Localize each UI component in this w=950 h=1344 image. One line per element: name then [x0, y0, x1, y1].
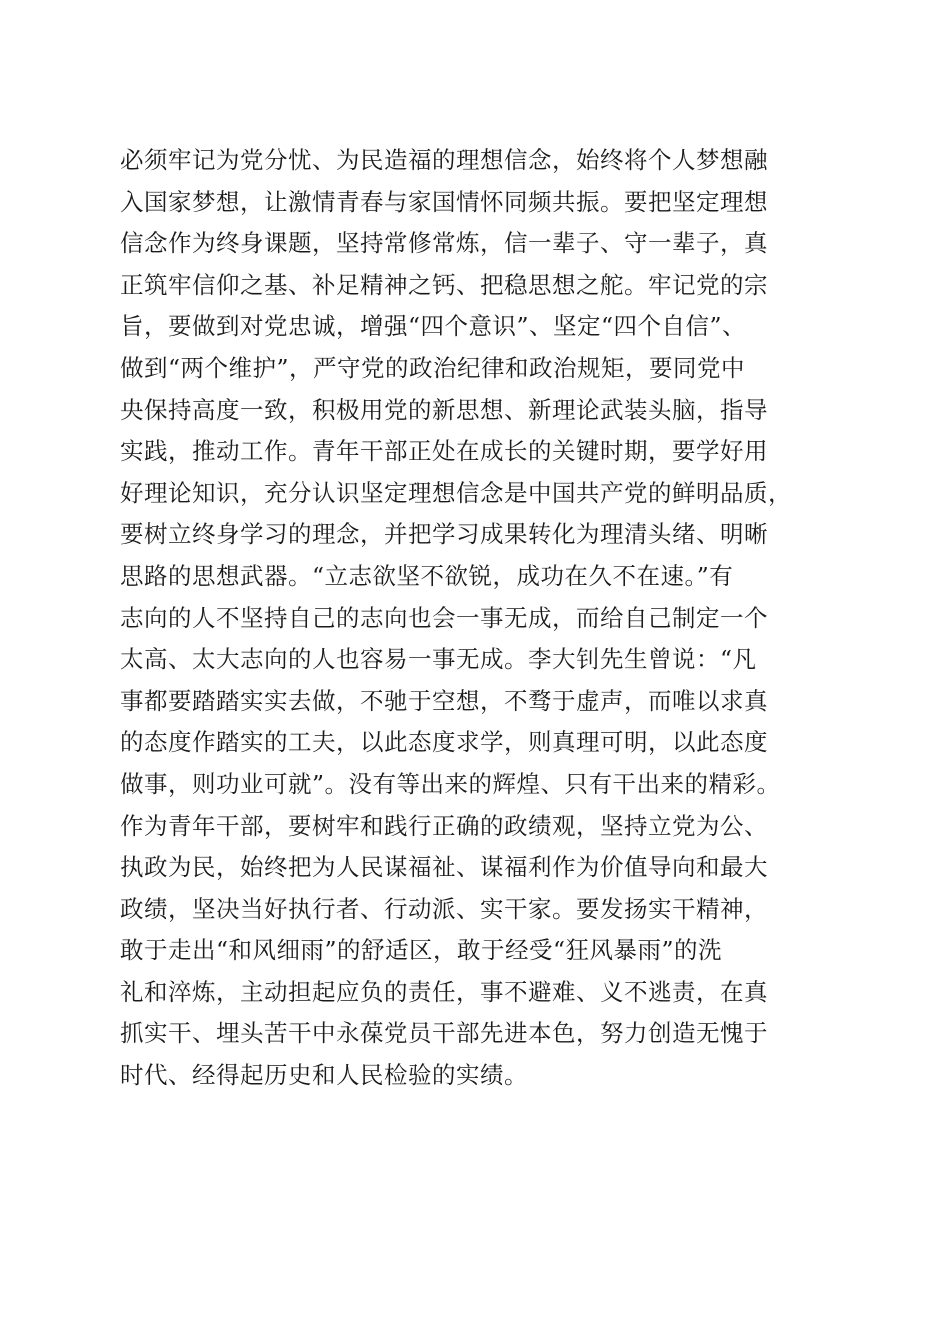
text-line: 政绩，坚决当好执行者、行动派、实干家。要发扬实干精神，	[120, 894, 768, 923]
text-line: 抓实干、埋头苦干中永葆党员干部先进本色，努力创造无愧于	[120, 1019, 768, 1048]
text-line: 时代、经得起历史和人民检验的实绩。	[120, 1061, 528, 1090]
text-line: 正筑牢信仰之基、补足精神之钙、把稳思想之舵。牢记党的宗	[120, 270, 768, 299]
text-line: 礼和淬炼，主动担起应负的责任，事不避难、义不逃责，在真	[120, 977, 768, 1006]
text-line: 敢于走出“和风细雨”的舒适区，敢于经受“狂风暴雨”的洗	[120, 936, 723, 965]
text-line: 央保持高度一致，积极用党的新思想、新理论武装头脑，指导	[120, 395, 768, 424]
text-line: 实践，推动工作。青年干部正处在成长的关键时期，要学好用	[120, 437, 768, 466]
text-line: 要树立终身学习的理念，并把学习成果转化为理清头绪、明晰	[120, 520, 768, 549]
body-paragraph	[120, 140, 840, 1097]
text-line: 太高、太大志向的人也容易一事无成。李大钊先生曾说：“凡	[120, 645, 757, 674]
text-line: 旨，要做到对党忠诚，增强“四个意识”、坚定“四个自信”、	[120, 312, 747, 341]
text-line: 的态度作踏实的工夫，以此态度求学，则真理可明，以此态度	[120, 728, 768, 757]
text-line: 作为青年干部，要树牢和践行正确的政绩观，坚持立党为公、	[120, 811, 768, 840]
text-line: 执政为民，始终把为人民谋福祉、谋福利作为价值导向和最大	[120, 853, 768, 882]
text-line: 做到“两个维护”，严守党的政治纪律和政治规矩，要同党中	[120, 353, 746, 382]
text-line: 好理论知识，充分认识坚定理想信念是中国共产党的鲜明品质，	[120, 478, 792, 507]
text-line: 必须牢记为党分忧、为民造福的理想信念，始终将个人梦想融	[120, 146, 768, 174]
text-line: 入国家梦想，让激情青春与家国情怀同频共振。要把坚定理想	[120, 187, 768, 216]
text-line: 做事，则功业可就”。没有等出来的辉煌、只有干出来的精彩。	[120, 769, 781, 798]
text-line: 思路的思想武器。“立志欲坚不欲锐，成功在久不在速。”有	[120, 561, 734, 590]
text-line: 志向的人不坚持自己的志向也会一事无成，而给自己制定一个	[120, 603, 768, 632]
text-line: 信念作为终身课题，坚持常修常炼，信一辈子、守一辈子，真	[120, 229, 768, 258]
text-line: 事都要踏踏实实去做，不驰于空想，不骛于虚声，而唯以求真	[120, 686, 768, 715]
